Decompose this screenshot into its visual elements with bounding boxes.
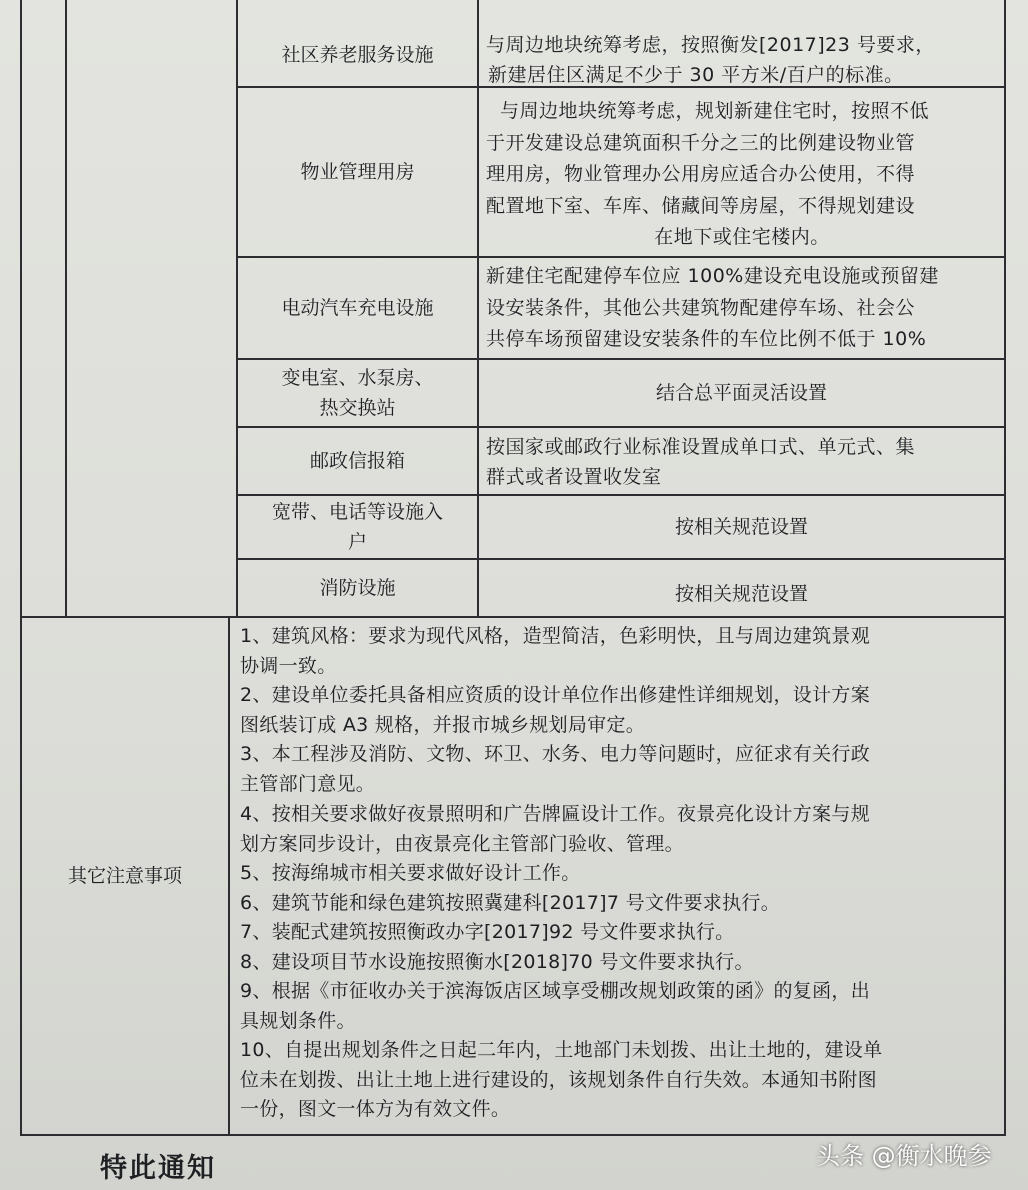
source-watermark: 头条 @衡水晚参 <box>816 1142 992 1170</box>
facility-requirement: 结合总平面灵活设置 <box>655 381 827 404</box>
clause-2: 2、建设单位委托具备相应资质的设计单位作出修建性详细规划，设计方案 图纸装订成 A3 规格，并报市城乡规划局审定。 <box>240 684 870 736</box>
facility-name: 邮政信报箱 <box>309 449 405 472</box>
clause-4: 4、按相关要求做好夜景照明和广告牌匾设计工作。夜景亮化设计方案与规 划方案同步设计，由夜景亮化主管部门验收、管理。 <box>240 803 870 855</box>
clause-8: 8、建设项目节水设施按照衡水[2018]70 号文件要求执行。 <box>240 951 754 973</box>
facility-name: 电动汽车充电设施 <box>281 296 434 319</box>
clause-3: 3、本工程涉及消防、文物、环卫、水务、电力等问题时，应征求有关行政 主管部门意见。 <box>240 743 870 795</box>
clause-9: 9、根据《市征收办关于滨海饭店区域享受棚改规划政策的函》的复函，出 具规划条件。 <box>240 980 870 1032</box>
facility-requirement: 新建住宅配建停车位应 100%建设充电设施或预留建 设安装条件，其他公共建筑物配建停车场、社会公 共停车场预留建设安装条件的车位比例不低于 10% <box>486 265 939 350</box>
clause-5: 5、按海绵城市相关要求做好设计工作。 <box>240 862 581 884</box>
clause-7: 7、装配式建筑按照衡政办字[2017]92 号文件要求执行。 <box>240 921 735 943</box>
clause-10: 10、自提出规划条件之日起二年内，土地部门未划拨、出让土地的，建设单 位未在划拨、出让土地上进行建设的，该规划条件自行失效。本通知书附图 一份，图文一体方为有效文件。 <box>240 1039 883 1120</box>
facility-name: 宽带、电话等设施入 户 <box>271 501 443 553</box>
facility-requirement: 与周边地块统筹考虑，规划新建住宅时，按照不低 于开发建设总建筑面积千分之三的比例建设物业管 理用房，物业管理办公用房应适合办公使用，不得 配置地下室、车库、储藏间等房屋，不得规划建设 在地下或住宅楼内。 <box>486 100 930 248</box>
facility-name: 变电室、水泵房、 热交换站 <box>281 367 434 419</box>
table-inner-line-2 <box>228 618 230 1136</box>
facility-requirement: 按国家或邮政行业标准设置成单口式、单元式、集 群式或者设置收发室 <box>486 436 916 488</box>
clause-1: 1、建筑风格：要求为现代风格，造型简洁，色彩明快，且与周边建筑景观 协调一致。 <box>240 625 870 677</box>
facility-name: 物业管理用房 <box>300 160 415 183</box>
clause-6: 6、建筑节能和绿色建筑按照冀建科[2017]7 号文件要求执行。 <box>240 892 780 914</box>
other-notes-label: 其它注意事项 <box>67 864 182 887</box>
table-right-border <box>1004 0 1006 1136</box>
facility-requirement: 与周边地块统筹考虑，按照衡发[2017]23 号要求， 新建居住区满足不少于 30 平方米/百户的标准。 <box>486 34 935 86</box>
table-inner-line-1 <box>65 0 67 618</box>
facility-name: 消防设施 <box>319 576 396 599</box>
closing-notice: 特此通知 <box>100 1153 216 1184</box>
facility-requirement: 按相关规范设置 <box>674 515 808 538</box>
facility-name: 社区养老服务设施 <box>281 43 434 66</box>
facility-requirement: 按相关规范设置 <box>674 582 808 605</box>
